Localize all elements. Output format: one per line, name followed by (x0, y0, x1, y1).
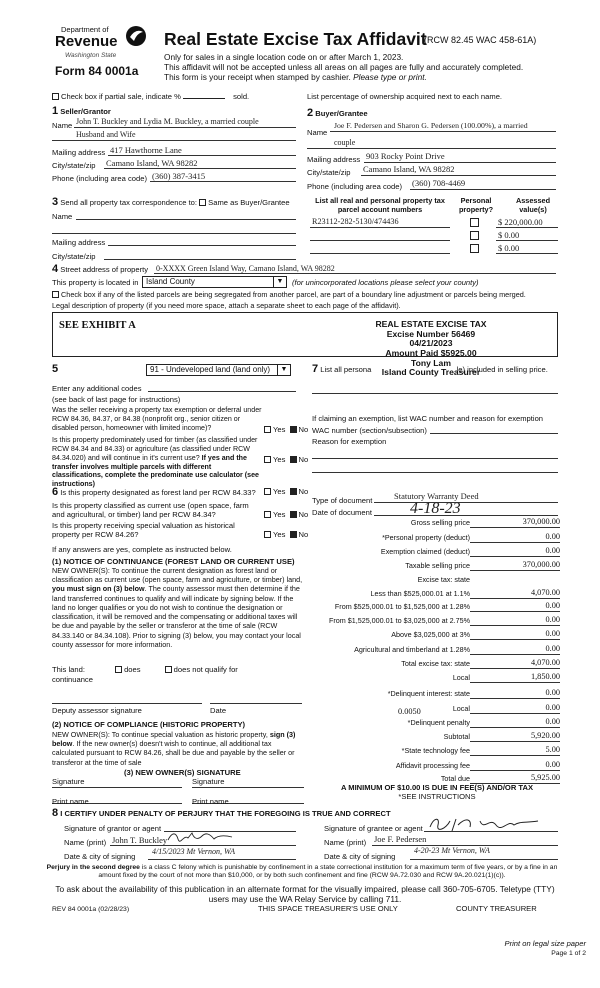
assessed-value-2[interactable]: $ 0.00 (498, 230, 520, 240)
exhibit-text: SEE EXHIBIT A (59, 320, 136, 331)
calc-label: Agricultural and timberland at 1.28% (354, 645, 470, 654)
exemption-no-checkbox[interactable] (290, 426, 297, 433)
seller-name-value-2[interactable]: Husband and Wife (76, 130, 136, 139)
grantor-date-value[interactable]: 4/15/2023 Mt Vernon, WA (152, 847, 235, 856)
legal-paper-note: Print on legal size paper (504, 939, 586, 948)
seller-city-label: City/state/zip (52, 161, 96, 170)
legal-description-label: Legal description of property (if you need more space, attach a separate sheet to each page of the affidavit). (52, 301, 401, 310)
rev-number: REV 84 0001a (02/28/23) (52, 906, 130, 913)
doc-type-label: Type of document (312, 496, 373, 505)
forest-yes-no: Yes No (264, 487, 308, 496)
seller-name-label: Name (52, 121, 73, 130)
calc-value[interactable]: 5,920.00 (530, 731, 560, 740)
list-pct-note: List percentage of ownership acquired next to each name. (307, 92, 503, 101)
exemption-wac-heading: If claiming an exemption, list WAC number and reason for exemption (312, 414, 544, 423)
calc-label: *Personal property (deduct) (382, 533, 470, 542)
calc-label: *State technology fee (401, 746, 470, 755)
calc-label: Excise tax: state (417, 575, 470, 584)
buyer-phone-label: Phone (including area code) (307, 182, 402, 191)
current-use-yes-checkbox[interactable] (264, 511, 271, 518)
calc-label: From $1,525,000.01 to $3,025,000 at 2.75% (328, 616, 470, 625)
calc-value[interactable]: 0.00 (545, 546, 560, 555)
seller-mailing-value[interactable]: 417 Hawthorne Lane (110, 145, 182, 155)
same-as-buyer-checkbox[interactable] (199, 199, 206, 206)
grantee-signature-label: Signature of grantee or agent (324, 824, 423, 833)
personal-property-checkbox-1[interactable] (470, 218, 479, 227)
current-use-question: Is this property classified as current use (open space, farm and agricultural, or timber) land per RCW 84.34? (52, 501, 249, 520)
calc-value[interactable]: 5.00 (545, 745, 560, 754)
segregated-row: Check box if any of the listed parcels are being segregated from another parcel, are part of a boundary line adjustment or parcels being merged. (52, 290, 526, 299)
grantor-date-label: Date & city of signing (64, 852, 136, 861)
notice-compliance-text: NEW OWNER(S): To continue special valuation as historic property, sign (3) below. If the new owner(s) doesn't wish to continue, all additional tax calculated pursuant to RCW 84.26, shall be due and payable by the seller or transferor at the time of sale (52, 730, 296, 767)
revenue-wordmark: Revenue (55, 33, 118, 50)
section3-name-label: Name (52, 212, 73, 221)
calc-value[interactable]: 0.00 (545, 703, 560, 712)
calc-value[interactable]: 370,000.00 (522, 517, 560, 526)
buyer-city-label: City/state/zip (307, 168, 351, 177)
personal-property-checkbox-3[interactable] (470, 244, 479, 253)
this-land-row: This land: does does not qualify for (52, 665, 238, 674)
subtitle-2: This affidavit will not be accepted unless all areas on all pages are fully and accurately completed. (164, 62, 524, 72)
calc-label: Affidavit processing fee (395, 761, 470, 770)
calc-value[interactable]: 0.00 (545, 532, 560, 541)
wac-label: WAC number (section/subsection) (312, 426, 427, 435)
treasurer-space: THIS SPACE TREASURER'S USE ONLY (258, 904, 398, 913)
located-label: This property is located in (52, 278, 139, 287)
form-number: Form 84 0001a (55, 64, 139, 78)
washington-state: Washington State (65, 52, 117, 59)
owner-print-label-1: Print name (52, 797, 89, 806)
calc-value[interactable]: 4,070.00 (530, 658, 560, 667)
seller-heading: 1 Seller/Grantor (52, 105, 111, 117)
personal-col-header: Personal property? (458, 196, 494, 215)
doc-date-label: Date of document (312, 508, 372, 517)
calc-label: Total excise tax: state (401, 659, 470, 668)
partial-sale-checkbox[interactable] (52, 93, 59, 100)
deputy-signature-label: Deputy assessor signature (52, 706, 142, 715)
buyer-mailing-label: Mailing address (307, 155, 361, 164)
local-rate: 0.0050 (398, 707, 421, 716)
continuance-label: continuance (52, 675, 93, 684)
timber-no-checkbox[interactable] (290, 456, 297, 463)
grantor-name-label: Name (print) (64, 838, 107, 847)
parcel-number[interactable]: R23112-282-5130/474436 (312, 217, 399, 226)
exemption-question: Was the seller receiving a property tax exemption or deferral under RCW 84.36, 84.37, or 84.38 (nonprofit org., senior citizen or disabled person, homeowner with limited income)? (52, 406, 262, 432)
seller-phone-label: Phone (including area code) (52, 174, 147, 183)
timber-yes-no: Yes No (264, 455, 308, 464)
chevron-down-icon[interactable]: ▼ (277, 365, 290, 375)
buyer-mailing-value[interactable]: 903 Rocky Point Drive (366, 151, 445, 161)
seller-mailing-label: Mailing address (52, 148, 106, 157)
buyer-name-label: Name (307, 128, 328, 137)
owner-signature-label-1: Signature (52, 777, 85, 786)
calc-label: Local (452, 704, 470, 713)
cashier-stamp: REAL ESTATE EXCISE TAX Excise Number 56469 04/21/2023 Amount Paid $5925.00 Tony Lam Island County Treasurer (375, 319, 487, 378)
calc-label: *Delinquent interest: state (387, 689, 470, 698)
seller-phone-value[interactable]: (360) 387-3415 (152, 171, 206, 181)
forest-question: 6 Is this property designated as forest land per RCW 84.33? (52, 486, 256, 498)
assessed-value-1[interactable]: $ 220,000.00 (498, 217, 543, 227)
calc-value[interactable]: 0.00 (545, 644, 560, 653)
section3-city-label: City/state/zip (52, 252, 96, 261)
calc-value[interactable]: 0.00 (545, 760, 560, 769)
historic-question: Is this property receiving special valuation as historical property per RCW 84.26? (52, 521, 235, 540)
section7-text: 7 List all persona le) included in selling price. (312, 363, 548, 375)
calc-label: Subtotal (443, 732, 470, 741)
dept-of: Department of (61, 25, 109, 34)
county-note: (for unincorporated locations please select your county) (292, 278, 479, 287)
grantor-signature-label: Signature of grantor or agent (64, 824, 162, 833)
doc-date-value[interactable]: 4-18-23 (410, 500, 461, 517)
assessed-col-header: Assessed value(s) (515, 196, 551, 215)
current-use-no-checkbox[interactable] (290, 511, 297, 518)
buyer-name-value[interactable]: Joe F. Pedersen and Sharon G. Pedersen (100.00%), a married (334, 121, 528, 130)
doc-type-value[interactable]: Statutory Warranty Deed (394, 491, 479, 501)
dor-swoosh-icon (123, 24, 149, 48)
parcel-col-header: List all real and personal property tax parcel account numbers (315, 196, 445, 215)
new-owner-signature-title: (3) NEW OWNER(S) SIGNATURE (124, 768, 241, 777)
section3-mailing-label: Mailing address (52, 238, 106, 247)
land-use-select[interactable]: 91 - Undeveloped land (land only) ▼ (146, 364, 291, 376)
calc-label: Total due (440, 774, 470, 783)
section5-num: 5 (52, 363, 59, 375)
forest-no-checkbox[interactable] (290, 488, 297, 495)
seller-name-value[interactable]: John T. Buckley and Lydia M. Buckley, a married couple (76, 117, 259, 126)
exemption-yes-checkbox[interactable] (264, 426, 271, 433)
calc-value[interactable]: 0.00 (545, 601, 560, 610)
calc-value[interactable]: 0.00 (545, 615, 560, 624)
grantor-signature-icon (166, 830, 236, 844)
calc-value[interactable]: 0.00 (545, 629, 560, 638)
notice-compliance-title: (2) NOTICE OF COMPLIANCE (HISTORIC PROPERTY) (52, 720, 246, 729)
calc-label: Gross selling price (410, 518, 470, 527)
personal-property-checkbox-2[interactable] (470, 231, 479, 240)
calc-value[interactable]: 4,070.00 (530, 588, 560, 597)
deputy-date-label: Date (210, 706, 227, 715)
grantor-name-value[interactable]: John T. Buckley (112, 835, 168, 845)
forest-yes-checkbox[interactable] (264, 488, 271, 495)
section3-heading: 3 Send all property tax correspondence to: Same as Buyer/Grantee (52, 196, 290, 208)
notice-continuance-title: (1) NOTICE OF CONTINUANCE (FOREST LAND OR CURRENT USE) (52, 557, 295, 566)
page-number: Page 1 of 2 (551, 950, 586, 957)
alternate-format-notice: To ask about the availability of this publication in an alternate format for the visually impaired, please call 360-705-6705. Teletype (TTY) users may use the WA Relay Service by calling 711. (55, 884, 555, 905)
rcw-ref: (RCW 82.45 WAC 458-61A) (424, 35, 537, 45)
does-not-checkbox[interactable] (165, 666, 172, 673)
historic-yes-no: Yes No (264, 530, 308, 539)
county-treasurer: COUNTY TREASURER (456, 904, 537, 913)
partial-sale-row: Check box if partial sale, indicate % sold. (52, 92, 249, 101)
timber-question: Is this property predominately used for timber (as classified under RCW 84.34 and 84.33) or agriculture (as classified under RCW 84.34.020) and will continue in it's current use? If yes and the transfer involves multiple parcels with different classifications, complete the predominate use calculator (see instructions) (52, 436, 259, 489)
calc-value[interactable]: 0.00 (545, 688, 560, 697)
calc-label: Less than $525,000.01 at 1.1% (370, 589, 470, 598)
seller-city-value[interactable]: Camano Island, WA 98282 (106, 158, 198, 168)
perjury-notice: Perjury in the second degree is a class C felony which is punishable by confinement in a state correctional institution for a maximum term of five years, or by a fine in an amount fixed by the court of not more than $10,000, or by both such confinement and fine (RCW 9A.72.030 and RCW 9A.20.021(1)(c)). (46, 864, 558, 880)
current-use-yes-no: Yes No (264, 510, 308, 519)
chevron-down-icon[interactable]: ▼ (273, 277, 286, 287)
buyer-phone-value[interactable]: (360) 708-4469 (412, 178, 466, 188)
calc-label: *Delinquent penalty (407, 718, 470, 727)
exemption-yes-no: Yes No (264, 425, 308, 434)
segregated-checkbox[interactable] (52, 291, 59, 298)
calc-value[interactable]: 1,850.00 (530, 672, 560, 681)
subtitle-1: Only for sales in a single location code on or after March 1, 2023. (164, 52, 404, 62)
calc-label: Local (452, 673, 470, 682)
buyer-city-value[interactable]: Camano Island, WA 98282 (363, 164, 455, 174)
form-title: Real Estate Excise Tax Affidavit (164, 29, 427, 49)
reason-label: Reason for exemption (312, 437, 387, 446)
buyer-heading: 2 Buyer/Grantee (307, 107, 368, 119)
does-checkbox[interactable] (115, 666, 122, 673)
see-instructions: *SEE INSTRUCTIONS (398, 792, 476, 801)
county-select[interactable]: Island County ▼ (142, 276, 287, 288)
notice-continuance-text: NEW OWNER(S): To continue the current designation as forest land or classification as current use (open space, farm and agriculture, or timber) land, you must sign on (3) below. The county assessor must then determine if the land transferred continues to qualify and will indicate by signing below. If the land no longer qualifies or you do not wish to continue the designation or classification, it will be removed and the compensating or additional taxes will be due and payable by the seller or transferor at the time of sale (RCW 84.33.140 or 84.34.108). Prior to signing (3) below, you may contact your local county assessor for more information. (52, 566, 303, 649)
assessed-value-3[interactable]: $ 0.00 (498, 243, 520, 253)
codes-label: Enter any additional codes (52, 384, 142, 393)
timber-yes-checkbox[interactable] (264, 456, 271, 463)
owner-print-label-2: Print name (192, 797, 229, 806)
minimum-due: A MINIMUM OF $10.00 IS DUE IN FEE(S) AND/OR TAX (340, 783, 534, 792)
calc-value[interactable]: 370,000.00 (522, 560, 560, 569)
subtitle-3: This form is your receipt when stamped by cashier. Please type or print. (164, 72, 427, 82)
calc-label: From $525,000.01 to $1,525,000 at 1.28% (334, 602, 470, 611)
calc-value[interactable]: 5,925.00 (530, 773, 560, 782)
street-label: 4 Street address of property (52, 263, 149, 275)
owner-signature-label-2: Signature (192, 777, 225, 786)
buyer-name-value-2[interactable]: couple (334, 138, 356, 147)
see-back: (see back of last page for instructions) (52, 395, 181, 404)
calc-value[interactable]: 0.00 (545, 717, 560, 726)
grantee-date-value[interactable]: 4-20-23 Mt Vernon, WA (414, 846, 490, 855)
grantee-name-label: Name (print) (324, 838, 367, 847)
certify-heading: 8 I CERTIFY UNDER PENALTY OF PERJURY THAT THE FOREGOING IS TRUE AND CORRECT (52, 807, 391, 819)
grantee-name-value[interactable]: Joe F. Pedersen (374, 834, 427, 844)
grantee-date-label: Date & city of signing (324, 852, 396, 861)
street-value[interactable]: 0-XXXX Green Island Way, Camano Island, WA 98282 (156, 264, 335, 273)
calc-label: Exemption claimed (deduct) (380, 547, 470, 556)
calc-label: Above $3,025,000 at 3% (391, 630, 470, 639)
if-any-yes: If any answers are yes, complete as instructed below. (52, 545, 232, 554)
calc-label: Taxable selling price (405, 561, 470, 570)
